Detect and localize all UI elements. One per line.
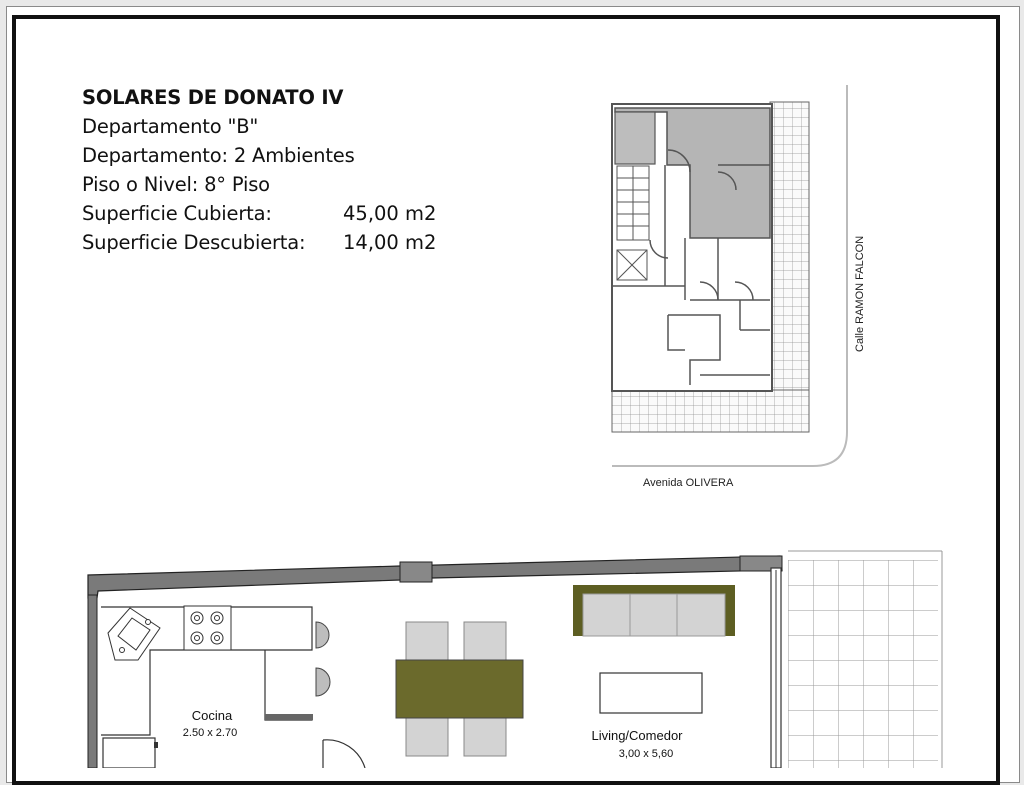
coffee-table — [600, 673, 702, 713]
covered-area-value: 45,00 m2 — [343, 202, 437, 225]
kitchen-size-label: 2.50 x 2.70 — [182, 727, 238, 739]
wall-top-column — [400, 562, 432, 582]
site-shaded-small — [615, 112, 655, 164]
covered-area-label: Superficie Cubierta: — [82, 202, 272, 225]
living-size-label: 3,00 x 5,60 — [618, 748, 674, 760]
kitchen-door-swing — [323, 740, 365, 768]
living-name-label: Living/Comedor — [591, 728, 683, 743]
bar-stools — [316, 622, 330, 696]
site-terrace-right — [770, 102, 809, 432]
uncovered-area-label: Superficie Descubierta: — [82, 231, 306, 254]
balcony-tiles — [788, 560, 938, 768]
dining-table — [396, 660, 523, 718]
floor-level-label: Piso o Nivel: 8° Piso — [82, 173, 270, 196]
floor-plan — [80, 545, 950, 768]
street-label-olivera: Avenida OLIVERA — [643, 477, 734, 489]
site-elevator — [617, 250, 647, 280]
wall-left — [88, 595, 97, 768]
project-title: SOLARES DE DONATO IV — [82, 86, 344, 109]
rooms-label: Departamento: 2 Ambientes — [82, 144, 355, 167]
unit-label: Departamento "B" — [82, 115, 259, 138]
fridge — [103, 738, 155, 768]
fridge-handle — [154, 742, 158, 748]
site-terrace-bottom — [612, 390, 809, 432]
cooktop — [184, 606, 231, 650]
street-label-ramon-falcon: Calle RAMON FALCON — [854, 235, 866, 352]
site-plan — [600, 85, 880, 495]
kitchen-name-label: Cocina — [191, 708, 233, 723]
site-stairs — [617, 166, 649, 240]
uncovered-area-value: 14,00 m2 — [343, 231, 437, 254]
sofa-cushions — [583, 594, 725, 636]
counter-edge-dark — [265, 714, 313, 720]
